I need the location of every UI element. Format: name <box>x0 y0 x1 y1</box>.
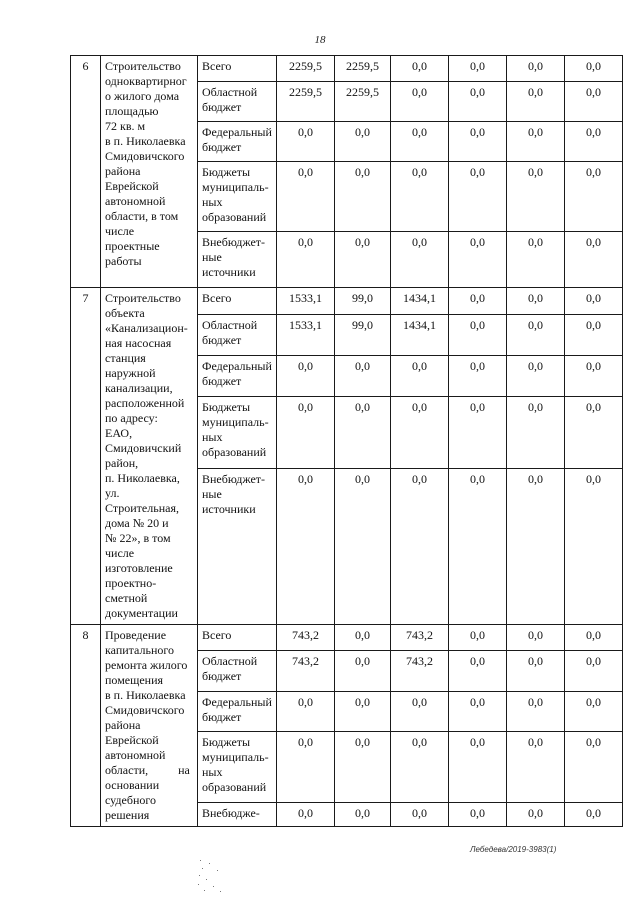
funding-source <box>198 288 277 315</box>
scan-noise-marks <box>196 858 226 894</box>
funding-source-line: образований <box>202 444 267 459</box>
activity-name-line: проектные <box>105 239 160 253</box>
amount-cell: 0,0 <box>277 232 335 288</box>
amount-cell: 0,0 <box>565 232 623 288</box>
activity-name-line: области, на <box>105 763 190 777</box>
amount-cell: 0,0 <box>391 732 449 803</box>
amount-cell: 743,2 <box>391 625 449 651</box>
amount-cell: 0,0 <box>449 651 507 691</box>
amount-cell: 0,0 <box>565 468 623 624</box>
amount-cell: 0,0 <box>449 625 507 651</box>
funding-source-line: образований <box>202 210 267 224</box>
funding-source <box>198 355 277 396</box>
amount-cell: 0,0 <box>449 468 507 624</box>
activity-name-line: капитального <box>105 643 174 657</box>
amount-cell: 0,0 <box>335 355 391 396</box>
funding-source <box>198 625 277 651</box>
amount-cell: 1434,1 <box>391 288 449 315</box>
amount-cell: 0,0 <box>277 162 335 232</box>
amount-cell: 0,0 <box>449 314 507 355</box>
activity-name <box>101 288 198 625</box>
amount-cell: 0,0 <box>335 122 391 162</box>
funding-source-line: муниципаль- <box>202 750 269 765</box>
activity-name-line: автономной <box>105 194 166 208</box>
activity-name-line: ул. <box>105 486 120 500</box>
table-row <box>71 56 623 82</box>
activity-name-line: район, <box>105 456 139 470</box>
amount-cell: 0,0 <box>507 625 565 651</box>
amount-cell: 0,0 <box>565 82 623 122</box>
activity-name-line: объекта <box>105 306 145 320</box>
amount-cell: 0,0 <box>391 232 449 288</box>
amount-cell: 0,0 <box>565 56 623 82</box>
amount-cell: 0,0 <box>507 82 565 122</box>
funding-source-line: источники <box>202 501 256 516</box>
row-number: 7 <box>71 288 101 625</box>
amount-cell: 0,0 <box>391 162 449 232</box>
amount-cell: 0,0 <box>391 82 449 122</box>
amount-cell: 0,0 <box>449 691 507 731</box>
amount-cell: 0,0 <box>335 732 391 803</box>
activity-name-line: основании <box>105 778 160 792</box>
activity-name-line: расположенной <box>105 396 185 410</box>
activity-name-line: площадью <box>105 104 159 118</box>
amount-cell: 0,0 <box>565 732 623 803</box>
funding-source-line: муниципаль- <box>202 414 269 429</box>
activity-name-line: числе <box>105 546 135 560</box>
activity-name-line: № 22», в том <box>105 531 171 545</box>
activity-name-line: дома № 20 и <box>105 516 169 530</box>
activity-name <box>101 56 198 288</box>
document-code: Лебедева/2019-3983(1) <box>470 845 557 854</box>
activity-name-line: работы <box>105 254 142 268</box>
funding-source <box>198 651 277 691</box>
funding-source-line: ных <box>202 765 223 780</box>
activity-name-line: автономной <box>105 748 166 762</box>
funding-source-line: Федеральный <box>202 358 272 373</box>
amount-cell: 0,0 <box>391 122 449 162</box>
amount-cell: 0,0 <box>565 651 623 691</box>
funding-source-line: Внебюдже- <box>202 805 260 820</box>
amount-cell: 1533,1 <box>277 288 335 315</box>
budget-table <box>70 55 623 827</box>
amount-cell: 0,0 <box>507 468 565 624</box>
activity-name-line: в п. Николаевка <box>105 134 186 148</box>
activity-name-line: области, в том <box>105 209 179 223</box>
funding-source <box>198 122 277 162</box>
activity-name-line: Проведение <box>105 628 167 642</box>
row-number: 6 <box>71 56 101 288</box>
amount-cell: 0,0 <box>565 288 623 315</box>
amount-cell: 0,0 <box>449 56 507 82</box>
amount-cell: 0,0 <box>335 468 391 624</box>
funding-source-line: бюджет <box>202 669 242 684</box>
amount-cell: 0,0 <box>565 396 623 468</box>
amount-cell: 0,0 <box>565 162 623 232</box>
amount-cell: 0,0 <box>449 162 507 232</box>
funding-source-line: ных <box>202 195 223 209</box>
funding-source-line: Всего <box>202 628 232 642</box>
amount-cell: 0,0 <box>277 122 335 162</box>
funding-source-line: бюджет <box>202 100 242 114</box>
funding-source <box>198 56 277 82</box>
activity-name-line: 72 кв. м <box>105 119 146 133</box>
amount-cell: 2259,5 <box>277 82 335 122</box>
amount-cell: 743,2 <box>277 651 335 691</box>
funding-source <box>198 691 277 731</box>
amount-cell: 0,0 <box>507 122 565 162</box>
amount-cell: 0,0 <box>391 691 449 731</box>
funding-source-line: Всего <box>202 59 232 73</box>
amount-cell: 0,0 <box>277 802 335 826</box>
amount-cell: 0,0 <box>335 625 391 651</box>
amount-cell: 0,0 <box>507 651 565 691</box>
amount-cell: 0,0 <box>449 396 507 468</box>
funding-source-line: Федеральный <box>202 125 272 139</box>
amount-cell: 0,0 <box>565 802 623 826</box>
amount-cell: 0,0 <box>507 162 565 232</box>
amount-cell: 0,0 <box>449 288 507 315</box>
table-row <box>71 625 623 651</box>
activity-name-line: района <box>105 718 141 732</box>
amount-cell: 0,0 <box>277 355 335 396</box>
amount-cell: 0,0 <box>565 355 623 396</box>
amount-cell: 0,0 <box>449 122 507 162</box>
activity-name-line: одноквартирног <box>105 74 187 88</box>
funding-source <box>198 162 277 232</box>
amount-cell: 0,0 <box>449 232 507 288</box>
funding-source <box>198 468 277 624</box>
amount-cell: 0,0 <box>335 162 391 232</box>
activity-name-line: о жилого дома <box>105 89 180 103</box>
amount-cell: 2259,5 <box>277 56 335 82</box>
amount-cell: 743,2 <box>391 651 449 691</box>
activity-name-line: сметной <box>105 591 148 605</box>
activity-name-line: Смидовичского <box>105 703 185 717</box>
amount-cell: 0,0 <box>277 396 335 468</box>
amount-cell: 0,0 <box>565 122 623 162</box>
activity-name-line: канализации, <box>105 381 173 395</box>
funding-source-line: источники <box>202 265 256 279</box>
funding-source-line: образований <box>202 780 267 795</box>
activity-name-line: судебного <box>105 793 156 807</box>
funding-source-line: бюджет <box>202 709 242 724</box>
amount-cell: 0,0 <box>449 732 507 803</box>
funding-source-line: муниципаль- <box>202 180 269 194</box>
activity-name-line: ЕАО, <box>105 426 133 440</box>
amount-cell: 0,0 <box>449 82 507 122</box>
amount-cell: 2259,5 <box>335 82 391 122</box>
funding-source-line: Областной <box>202 654 258 669</box>
funding-source-line: Всего <box>202 291 232 305</box>
funding-source-line: бюджет <box>202 332 242 347</box>
amount-cell: 2259,5 <box>335 56 391 82</box>
table-body <box>71 56 623 827</box>
amount-cell: 0,0 <box>335 651 391 691</box>
funding-source-line: ных <box>202 429 223 444</box>
row-number: 8 <box>71 625 101 827</box>
funding-source-line: Бюджеты <box>202 735 251 750</box>
funding-source-line: бюджет <box>202 140 242 154</box>
activity-name-line: района <box>105 164 141 178</box>
activity-name-line: наружной <box>105 366 156 380</box>
page-number: 18 <box>314 34 326 46</box>
activity-name-line: «Канализацион- <box>105 321 188 335</box>
amount-cell: 0,0 <box>335 802 391 826</box>
activity-name-line: Еврейской <box>105 179 159 193</box>
activity-name-line: числе <box>105 224 135 238</box>
amount-cell: 0,0 <box>507 732 565 803</box>
funding-source <box>198 314 277 355</box>
amount-cell: 0,0 <box>507 56 565 82</box>
funding-source-line: Областной <box>202 317 258 332</box>
amount-cell: 0,0 <box>507 691 565 731</box>
funding-source-line: ные <box>202 250 222 264</box>
activity-name-line: изготовление <box>105 561 173 575</box>
activity-name-line: Строительство <box>105 59 181 73</box>
amount-cell: 0,0 <box>335 691 391 731</box>
amount-cell: 0,0 <box>565 625 623 651</box>
funding-source-line: бюджет <box>202 373 242 388</box>
activity-name-line: документации <box>105 606 178 620</box>
activity-name-line: в п. Николаевка <box>105 688 186 702</box>
amount-cell: 0,0 <box>507 355 565 396</box>
funding-source-line: Федеральный <box>202 694 272 709</box>
activity-name-line: Еврейской <box>105 733 159 747</box>
funding-source-line: ные <box>202 486 222 501</box>
amount-cell: 1533,1 <box>277 314 335 355</box>
amount-cell: 0,0 <box>391 802 449 826</box>
funding-source <box>198 802 277 826</box>
amount-cell: 0,0 <box>565 314 623 355</box>
activity-name <box>101 625 198 827</box>
amount-cell: 0,0 <box>507 288 565 315</box>
amount-cell: 0,0 <box>449 802 507 826</box>
amount-cell: 0,0 <box>335 396 391 468</box>
funding-source <box>198 82 277 122</box>
amount-cell: 0,0 <box>507 396 565 468</box>
activity-name-line: станция <box>105 351 146 365</box>
amount-cell: 1434,1 <box>391 314 449 355</box>
amount-cell: 0,0 <box>277 468 335 624</box>
amount-cell: 0,0 <box>277 732 335 803</box>
activity-name-line: помещения <box>105 673 164 687</box>
amount-cell: 0,0 <box>449 355 507 396</box>
activity-name-line: Смидовичского <box>105 149 185 163</box>
amount-cell: 99,0 <box>335 314 391 355</box>
funding-source-line: Бюджеты <box>202 165 251 179</box>
activity-name-line: решения <box>105 808 150 822</box>
amount-cell: 0,0 <box>507 314 565 355</box>
funding-source-line: Областной <box>202 85 258 99</box>
funding-source <box>198 232 277 288</box>
activity-name-line: Строительство <box>105 291 181 305</box>
funding-source <box>198 732 277 803</box>
activity-name-line: ная насосная <box>105 336 172 350</box>
amount-cell: 0,0 <box>507 232 565 288</box>
funding-source-line: Внебюджет- <box>202 235 266 249</box>
amount-cell: 99,0 <box>335 288 391 315</box>
amount-cell: 0,0 <box>391 396 449 468</box>
activity-name-line: Смидовичский <box>105 441 182 455</box>
activity-name-line: проектно- <box>105 576 157 590</box>
funding-source <box>198 396 277 468</box>
funding-source-line: Бюджеты <box>202 399 251 414</box>
amount-cell: 0,0 <box>391 468 449 624</box>
funding-source-line: Внебюджет- <box>202 471 266 486</box>
amount-cell: 0,0 <box>391 355 449 396</box>
amount-cell: 0,0 <box>565 691 623 731</box>
activity-name-line: по адресу: <box>105 411 158 425</box>
amount-cell: 0,0 <box>277 691 335 731</box>
amount-cell: 0,0 <box>507 802 565 826</box>
activity-name-line: Строительная, <box>105 501 179 515</box>
amount-cell: 743,2 <box>277 625 335 651</box>
activity-name-line: ремонта жилого <box>105 658 188 672</box>
amount-cell: 0,0 <box>391 56 449 82</box>
activity-name-line: п. Николаевка, <box>105 471 180 485</box>
table-row <box>71 288 623 315</box>
amount-cell: 0,0 <box>335 232 391 288</box>
